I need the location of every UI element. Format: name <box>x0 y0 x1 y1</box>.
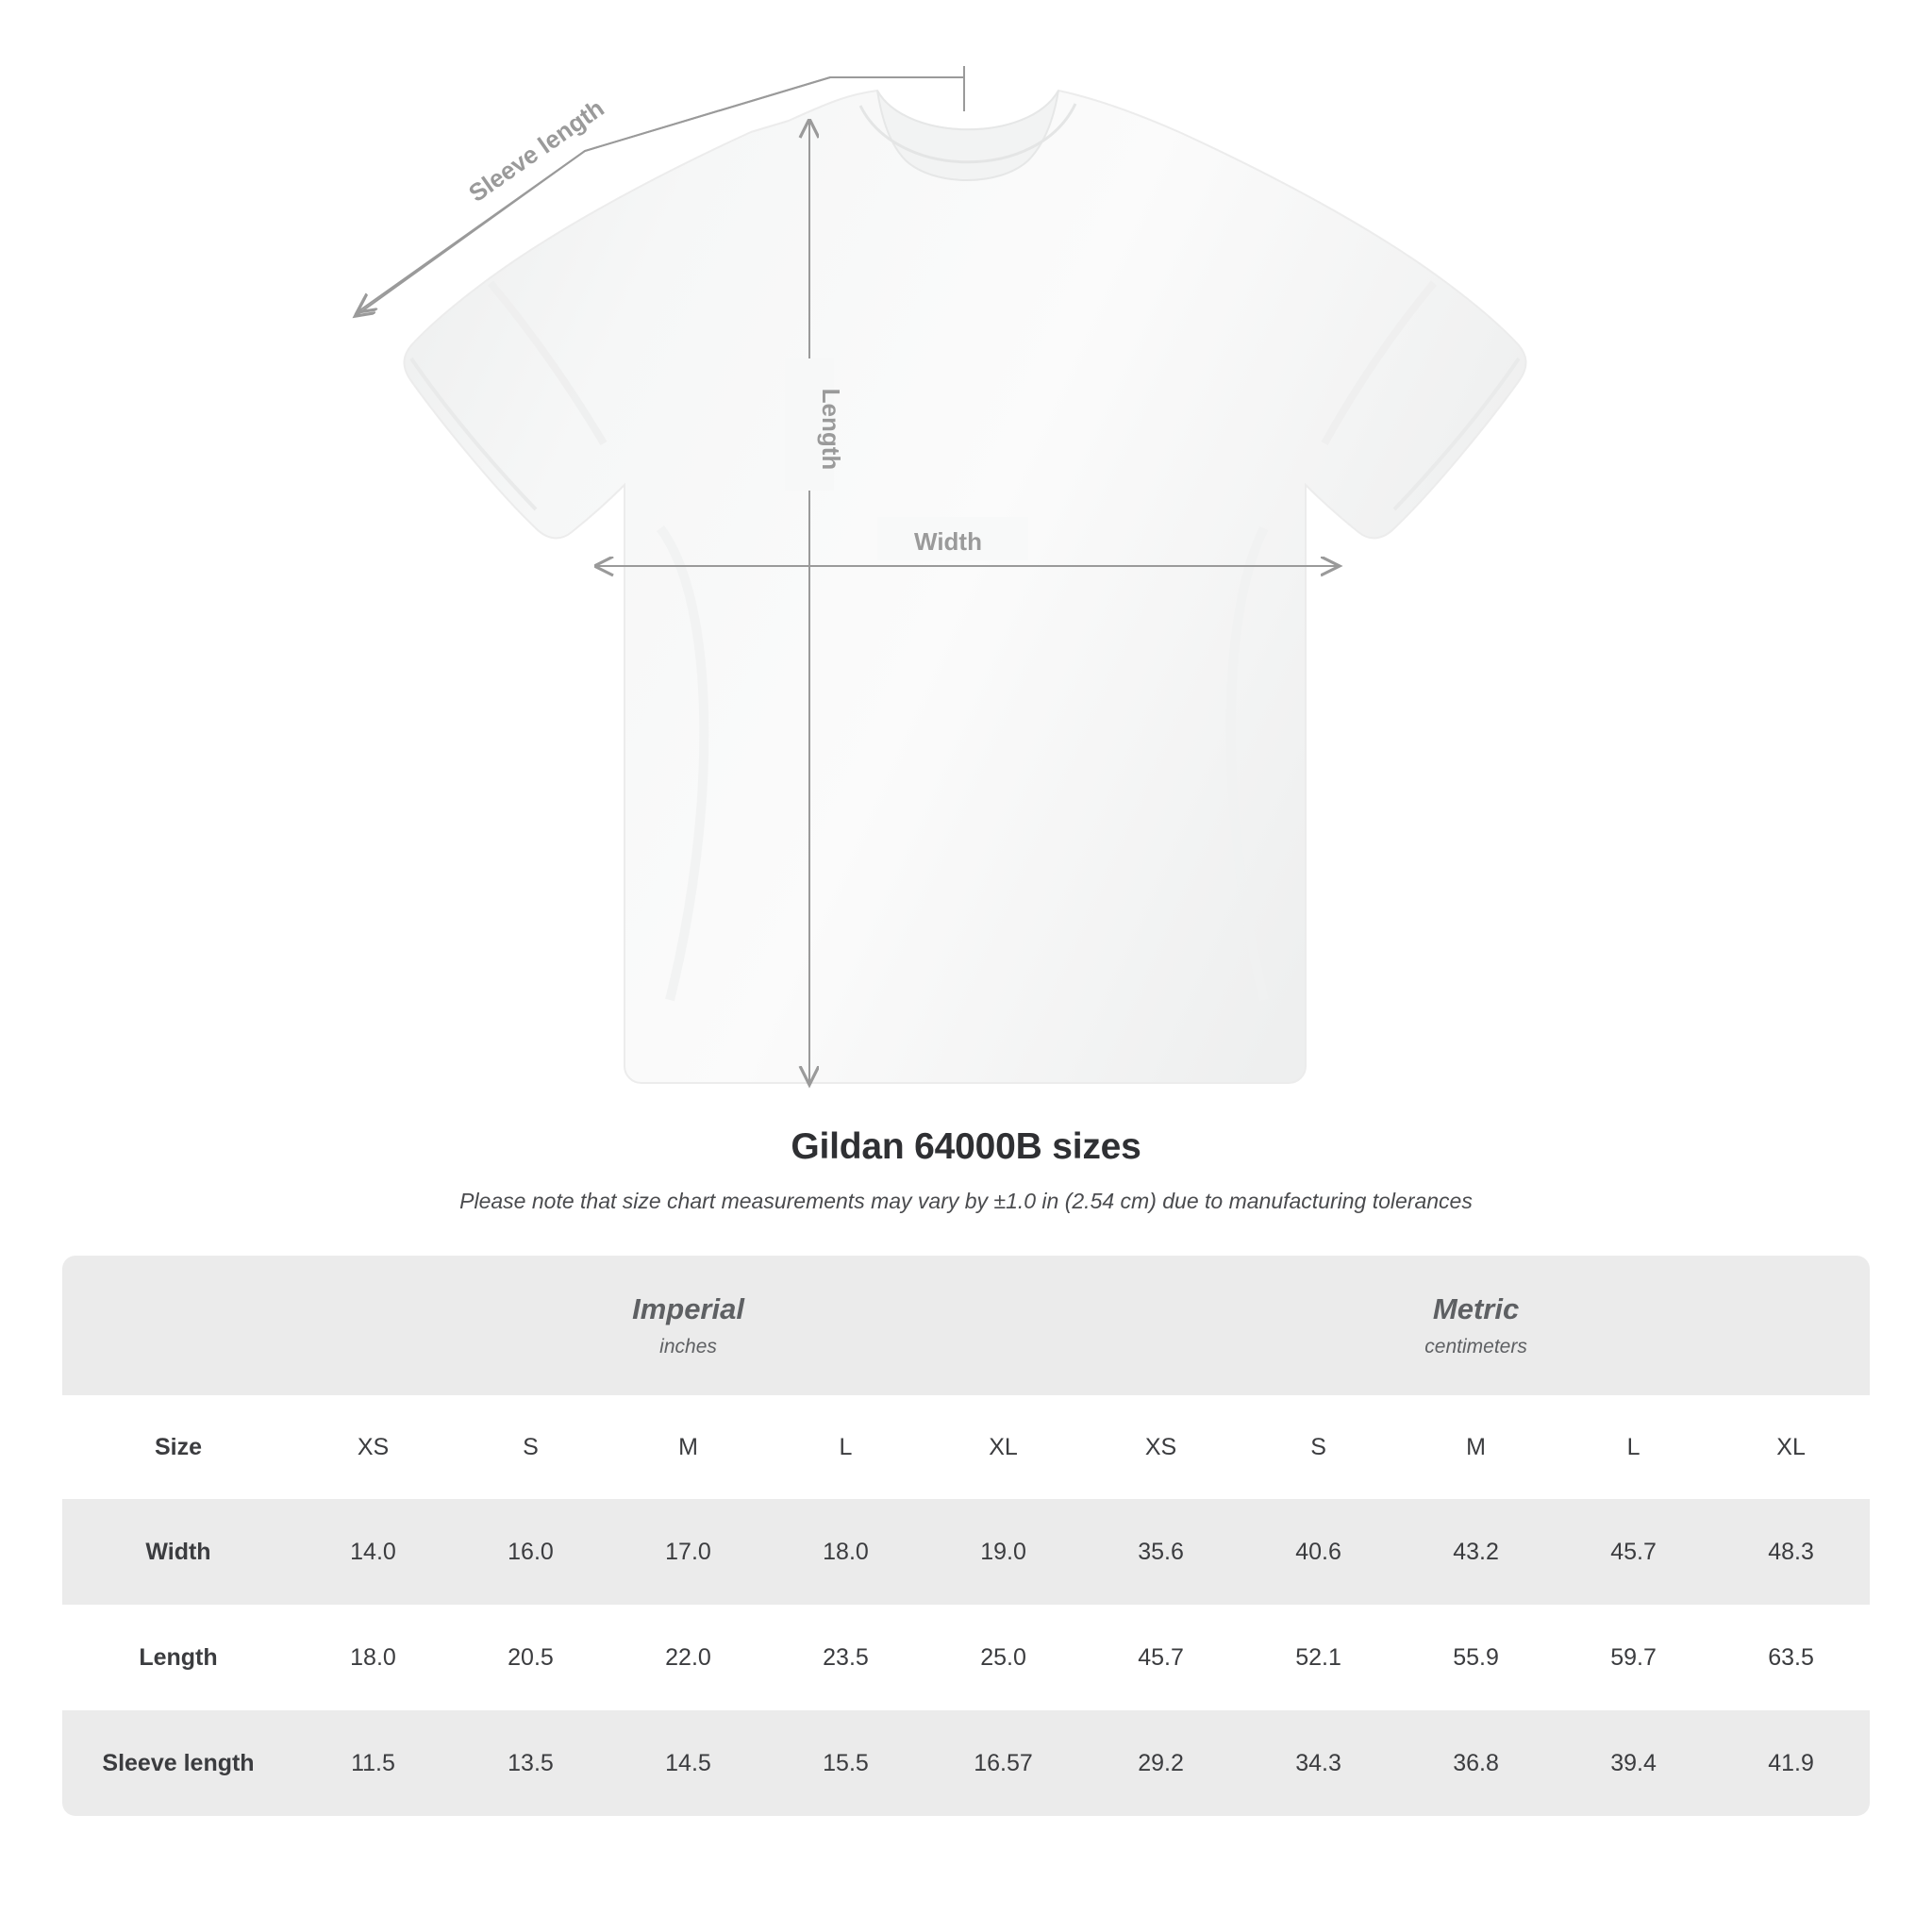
cell-width-imperial-s: 16.0 <box>452 1499 609 1605</box>
header-imperial-xl: XL <box>924 1395 1082 1499</box>
cell-width-metric-m: 43.2 <box>1397 1499 1555 1605</box>
cell-width-imperial-m: 17.0 <box>609 1499 767 1605</box>
length-label: Length <box>817 388 845 471</box>
size-table-wrapper <box>62 1256 1870 1816</box>
width-label: Width <box>914 527 982 556</box>
table-row <box>62 1605 1870 1710</box>
unit-header-imperial <box>294 1256 1082 1395</box>
cell-length-metric-xl: 63.5 <box>1712 1605 1870 1710</box>
cell-sleeve-imperial-s: 13.5 <box>452 1710 609 1816</box>
cell-sleeve-imperial-l: 15.5 <box>767 1710 924 1816</box>
header-imperial-l: L <box>767 1395 924 1499</box>
cell-length-imperial-l: 23.5 <box>767 1605 924 1710</box>
cell-sleeve-imperial-m: 14.5 <box>609 1710 767 1816</box>
header-metric-xl: XL <box>1712 1395 1870 1499</box>
cell-sleeve-metric-xs: 29.2 <box>1082 1710 1240 1816</box>
cell-width-metric-xs: 35.6 <box>1082 1499 1240 1605</box>
cell-width-imperial-xs: 14.0 <box>294 1499 452 1605</box>
unit-header-metric <box>1082 1256 1870 1395</box>
cell-sleeve-metric-l: 39.4 <box>1555 1710 1712 1816</box>
cell-length-metric-l: 59.7 <box>1555 1605 1712 1710</box>
header-size: Size <box>62 1395 294 1499</box>
cell-sleeve-metric-m: 36.8 <box>1397 1710 1555 1816</box>
cell-sleeve-metric-s: 34.3 <box>1240 1710 1397 1816</box>
title-block <box>0 1126 1932 1214</box>
cell-sleeve-metric-xl: 41.9 <box>1712 1710 1870 1816</box>
cell-sleeve-imperial-xs: 11.5 <box>294 1710 452 1816</box>
tshirt-shape <box>405 91 1526 1083</box>
header-imperial-m: M <box>609 1395 767 1499</box>
cell-width-metric-xl: 48.3 <box>1712 1499 1870 1605</box>
header-imperial-xs: XS <box>294 1395 452 1499</box>
unit-imperial-name: Imperial <box>632 1292 744 1325</box>
page-title: Gildan 64000B sizes <box>791 1126 1141 1167</box>
header-metric-l: L <box>1555 1395 1712 1499</box>
row-label-sleeve-length: Sleeve length <box>62 1710 294 1816</box>
cell-length-imperial-xl: 25.0 <box>924 1605 1082 1710</box>
cell-length-metric-xs: 45.7 <box>1082 1605 1240 1710</box>
cell-width-imperial-xl: 19.0 <box>924 1499 1082 1605</box>
cell-length-imperial-s: 20.5 <box>452 1605 609 1710</box>
unit-metric-name: Metric <box>1432 1292 1520 1325</box>
header-metric-m: M <box>1397 1395 1555 1499</box>
size-table <box>62 1256 1870 1816</box>
table-row <box>62 1499 1870 1605</box>
cell-length-metric-m: 55.9 <box>1397 1605 1555 1710</box>
unit-header-row <box>62 1256 1870 1395</box>
unit-metric-sub: centimeters <box>1424 1336 1527 1357</box>
header-imperial-s: S <box>452 1395 609 1499</box>
table-row <box>62 1710 1870 1816</box>
cell-width-metric-s: 40.6 <box>1240 1499 1397 1605</box>
cell-sleeve-imperial-xl: 16.57 <box>924 1710 1082 1816</box>
cell-length-metric-s: 52.1 <box>1240 1605 1397 1710</box>
row-label-length: Length <box>62 1605 294 1710</box>
sleeve-length-label: Sleeve length <box>463 93 609 208</box>
row-label-width: Width <box>62 1499 294 1605</box>
measurement-note: Please note that size chart measurements may vary by ±1.0 in (2.54 cm) due to manufacturing tolerances <box>459 1189 1473 1213</box>
unit-imperial-sub: inches <box>659 1336 717 1357</box>
header-metric-xs: XS <box>1082 1395 1240 1499</box>
cell-length-imperial-xs: 18.0 <box>294 1605 452 1710</box>
cell-width-imperial-l: 18.0 <box>767 1499 924 1605</box>
column-header-row <box>62 1395 1870 1499</box>
unit-header-spacer <box>62 1256 294 1395</box>
cell-length-imperial-m: 22.0 <box>609 1605 767 1710</box>
header-metric-s: S <box>1240 1395 1397 1499</box>
cell-width-metric-l: 45.7 <box>1555 1499 1712 1605</box>
